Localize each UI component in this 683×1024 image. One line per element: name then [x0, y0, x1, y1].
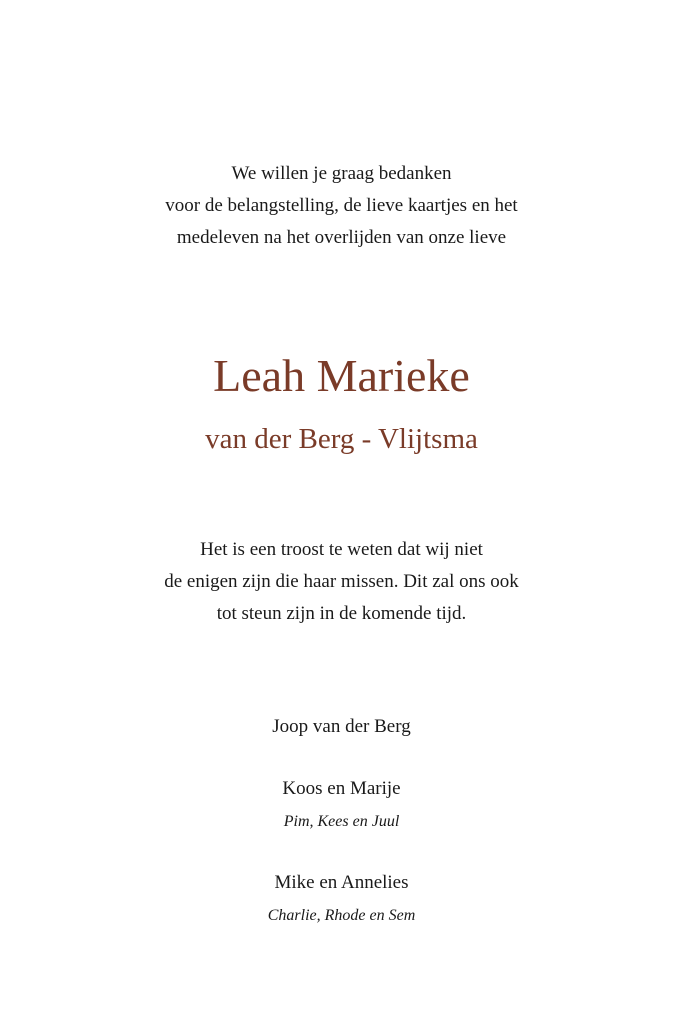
family-member-name: Mike en Annelies: [274, 872, 409, 893]
family-member: [0, 712, 683, 774]
comfort-line: Het is een troost te weten dat wij niet: [200, 539, 483, 560]
intro-line: We willen je graag bedanken: [231, 163, 452, 184]
intro-line: medeleven na het overlijden van onze lieve: [176, 227, 507, 248]
intro-line: voor de belangstelling, de lieve kaartjes en het: [165, 195, 518, 216]
comfort-text: [0, 534, 683, 630]
family-member-name: Joop van der Berg: [272, 716, 411, 737]
comfort-line: tot steun zijn in de komende tijd.: [216, 603, 467, 624]
family-member: [0, 868, 683, 928]
deceased-first-names: Leah Marieke: [213, 350, 470, 401]
family-member-children: Pim, Kees en Juul: [283, 813, 400, 830]
family-member: [0, 774, 683, 868]
intro-text: [0, 158, 683, 254]
family-member-name: Koos en Marije: [282, 778, 401, 799]
comfort-line: de enigen zijn die haar missen. Dit zal ons ook: [164, 571, 519, 592]
family-signatures: [0, 712, 683, 928]
family-member-children: Charlie, Rhode en Sem: [267, 907, 416, 924]
deceased-surname: van der Berg - Vlijtsma: [205, 423, 478, 455]
